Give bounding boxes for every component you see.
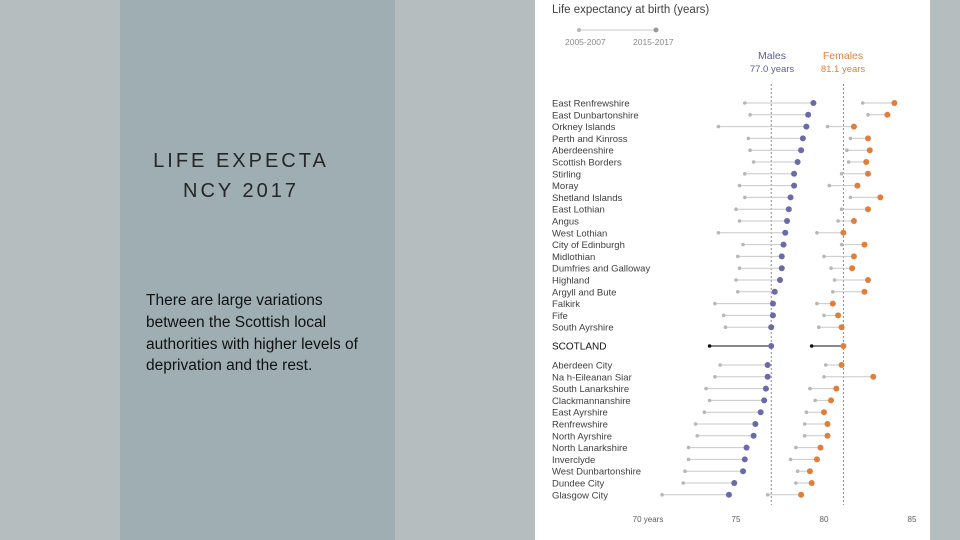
females-2017-dot [807, 468, 813, 474]
females-2017-dot [851, 253, 857, 259]
males-2017-dot [788, 194, 794, 200]
females-2017-dot [839, 324, 845, 330]
chart-row [552, 323, 845, 334]
row-label: Moray [552, 181, 579, 193]
females-2017-dot [891, 100, 897, 106]
females-2005-dot [813, 399, 817, 403]
females-2005-dot [789, 458, 793, 462]
chart-row [552, 276, 871, 287]
males-2005-dot [718, 363, 722, 367]
chart-row [552, 420, 831, 431]
males-2005-dot [717, 125, 721, 129]
x-axis [633, 515, 917, 524]
text-panel [120, 0, 395, 540]
females-2017-dot [870, 374, 876, 380]
row-label: Highland [552, 275, 590, 287]
background-middle [395, 0, 535, 540]
males-header-label: Males [757, 50, 787, 62]
females-2005-dot [822, 255, 826, 259]
life-expectancy-chart [535, 0, 930, 540]
males-2005-dot [736, 255, 740, 259]
row-label: Inverclyde [552, 454, 596, 466]
females-2005-dot [822, 375, 826, 379]
males-2017-dot [761, 397, 767, 403]
chart-row [552, 228, 846, 239]
males-header-value: 77.0 years [749, 64, 795, 75]
males-2005-dot [717, 231, 721, 235]
slide-title: LIFE EXPECTANCY 2017 [153, 150, 329, 202]
females-2005-dot [794, 446, 798, 450]
females-2005-dot [840, 172, 844, 176]
males-2005-dot [713, 302, 717, 306]
row-label: Midlothian [552, 251, 596, 263]
males-2005-dot [722, 314, 726, 318]
females-2005-dot [815, 231, 819, 235]
x-tick-label: 75 [731, 515, 741, 524]
males-2017-dot [795, 159, 801, 165]
row-label: Clackmannanshire [552, 395, 631, 407]
row-label: Falkirk [552, 299, 580, 311]
females-2005-dot [840, 243, 844, 247]
row-label: West Dunbartonshire [552, 466, 642, 478]
females-2017-dot [851, 124, 857, 130]
chart-row [552, 384, 839, 395]
males-2005-dot [738, 184, 742, 188]
males-2005-dot [708, 344, 712, 348]
females-2005-dot [803, 422, 807, 426]
females-2005-dot [861, 101, 865, 105]
chart-row [552, 431, 831, 442]
females-2005-dot [866, 113, 870, 117]
row-label: North Lanarkshire [552, 443, 628, 455]
males-2017-dot [781, 242, 787, 248]
males-2017-dot [744, 445, 750, 451]
row-label: West Lothian [552, 228, 608, 240]
chart-row [552, 205, 871, 216]
chart-row [552, 181, 860, 192]
males-2017-dot [770, 301, 776, 307]
females-2017-dot [835, 312, 841, 318]
females-2017-dot [861, 289, 867, 295]
females-2005-dot [822, 314, 826, 318]
row-label: Renfrewshire [552, 419, 608, 431]
row-label: Argyll and Bute [552, 287, 617, 299]
females-2017-dot [884, 112, 890, 118]
chart-row [552, 264, 855, 275]
row-label: East Renfrewshire [552, 98, 630, 110]
males-2005-dot [660, 493, 664, 497]
females-2017-dot [863, 159, 869, 165]
chart-row [552, 99, 897, 110]
row-label: City of Edinburgh [552, 240, 625, 252]
chart-row [552, 467, 813, 478]
row-label: Na h-Eileanan Siar [552, 372, 632, 384]
scotland-row [552, 342, 846, 353]
females-2005-dot [845, 148, 849, 152]
legend-end-dot [654, 28, 659, 33]
males-2005-dot [741, 243, 745, 247]
males-2005-dot [743, 196, 747, 200]
males-2017-dot [752, 421, 758, 427]
females-2005-dot [827, 184, 831, 188]
males-2005-dot [743, 101, 747, 105]
row-label: Fife [552, 310, 568, 322]
males-2005-dot [703, 410, 707, 414]
chart-row [552, 455, 820, 466]
row-label: Scottish Borders [552, 157, 622, 169]
males-2005-dot [724, 325, 728, 329]
males-2005-dot [713, 375, 717, 379]
females-2005-dot [836, 219, 840, 223]
row-label: South Lanarkshire [552, 384, 630, 396]
females-2017-dot [828, 397, 834, 403]
row-label: South Ayrshire [552, 322, 614, 334]
females-2005-dot [796, 469, 800, 473]
males-2017-dot [770, 312, 776, 318]
females-2017-dot [851, 218, 857, 224]
row-label: Dundee City [552, 478, 605, 490]
row-label: East Ayrshire [552, 407, 608, 419]
chart-row [552, 408, 827, 419]
chart-row [552, 193, 883, 204]
females-2017-dot [814, 456, 820, 462]
males-2017-dot [731, 480, 737, 486]
legend-end-label: 2015-2017 [633, 37, 674, 47]
females-2017-dot [821, 409, 827, 415]
females-2005-dot [831, 290, 835, 294]
males-2005-dot [694, 422, 698, 426]
chart-row [552, 158, 869, 169]
females-2017-dot [840, 343, 846, 349]
females-2005-dot [805, 410, 809, 414]
females-2005-dot [766, 493, 770, 497]
males-2005-dot [695, 434, 699, 438]
legend-start-label: 2005-2007 [565, 37, 606, 47]
females-2017-dot [865, 206, 871, 212]
females-2017-dot [865, 171, 871, 177]
females-header-label: Females [822, 50, 864, 62]
females-2017-dot [849, 265, 855, 271]
row-label: Glasgow City [552, 490, 608, 502]
males-2005-dot [681, 481, 685, 485]
females-2017-dot [840, 230, 846, 236]
row-label: SCOTLAND [552, 341, 607, 353]
females-2005-dot [829, 266, 833, 270]
males-2005-dot [704, 387, 708, 391]
chart-row [552, 169, 871, 180]
chart-row [552, 240, 867, 251]
males-2005-dot [734, 207, 738, 211]
females-2017-dot [877, 194, 883, 200]
females-header-value: 81.1 years [820, 64, 866, 75]
legend [565, 28, 674, 48]
females-2017-dot [825, 421, 831, 427]
males-2017-dot [742, 456, 748, 462]
males-2005-dot [738, 219, 742, 223]
chart-row [552, 372, 876, 383]
males-2017-dot [803, 124, 809, 130]
males-2005-dot [734, 278, 738, 282]
females-2005-dot [808, 387, 812, 391]
females-2005-dot [824, 363, 828, 367]
legend-start-dot [577, 28, 581, 32]
males-2005-dot [748, 148, 752, 152]
males-2017-dot [765, 374, 771, 380]
males-2017-dot [765, 362, 771, 368]
chart-row [552, 490, 804, 501]
males-2005-dot [683, 469, 687, 473]
females-2017-dot [867, 147, 873, 153]
row-label: Dumfries and Galloway [552, 263, 651, 275]
row-label: Perth and Kinross [552, 133, 628, 145]
males-2017-dot [791, 171, 797, 177]
males-2005-dot [743, 172, 747, 176]
males-2017-dot [758, 409, 764, 415]
males-2017-dot [726, 492, 732, 498]
chart-row [552, 146, 873, 157]
females-2017-dot [817, 445, 823, 451]
males-2017-dot [751, 433, 757, 439]
males-2017-dot [779, 265, 785, 271]
chart-row [552, 361, 845, 372]
x-tick-label: 70 years [632, 515, 664, 524]
males-2017-dot [777, 277, 783, 283]
females-2005-dot [817, 325, 821, 329]
chart-row [552, 110, 890, 121]
males-2017-dot [740, 468, 746, 474]
females-2017-dot [839, 362, 845, 368]
males-2005-dot [736, 290, 740, 294]
males-2017-dot [798, 147, 804, 153]
row-label: East Dunbartonshire [552, 110, 639, 122]
females-2005-dot [833, 278, 837, 282]
chart-row [552, 311, 841, 322]
chart-row [552, 443, 823, 454]
chart-row [552, 217, 857, 228]
males-2017-dot [786, 206, 792, 212]
males-2017-dot [791, 183, 797, 189]
females-2017-dot [865, 135, 871, 141]
chart-row [552, 122, 857, 133]
females-2017-dot [861, 242, 867, 248]
background-right [930, 0, 960, 540]
females-2017-dot [798, 492, 804, 498]
row-label: East Lothian [552, 204, 605, 216]
row-label: Aberdeen City [552, 360, 613, 372]
females-2017-dot [830, 301, 836, 307]
males-2017-dot [782, 230, 788, 236]
row-label: Stirling [552, 169, 582, 181]
reference-lines [771, 84, 843, 505]
row-label: Aberdeenshire [552, 145, 614, 157]
row-label: North Ayrshire [552, 431, 613, 443]
females-2005-dot [810, 344, 814, 348]
males-2005-dot [748, 113, 752, 117]
males-2017-dot [805, 112, 811, 118]
chart-row [552, 396, 834, 407]
chart-row [552, 252, 857, 263]
males-2017-dot [784, 218, 790, 224]
females-2005-dot [794, 481, 798, 485]
row-label: Angus [552, 216, 579, 228]
females-2005-dot [840, 207, 844, 211]
chart-row [552, 287, 867, 298]
chart-row [552, 134, 871, 145]
males-2017-dot [763, 386, 769, 392]
series-headers [750, 50, 866, 75]
males-2005-dot [687, 458, 691, 462]
females-2005-dot [849, 137, 853, 141]
males-2017-dot [779, 253, 785, 259]
chart-title: Life expectancy at birth (years) [552, 4, 710, 16]
chart-row [552, 479, 815, 490]
females-2017-dot [809, 480, 815, 486]
males-2005-dot [738, 266, 742, 270]
females-2017-dot [854, 183, 860, 189]
males-2017-dot [768, 343, 774, 349]
slide-body-text: There are large variations between the Scottish local authorities with higher levels of deprivation and the rest. [146, 292, 358, 375]
females-2005-dot [847, 160, 851, 164]
males-2005-dot [687, 446, 691, 450]
row-label: Shetland Islands [552, 192, 623, 204]
males-2017-dot [810, 100, 816, 106]
males-2017-dot [772, 289, 778, 295]
males-2005-dot [752, 160, 756, 164]
background-left [0, 0, 120, 540]
chart-card [535, 0, 930, 540]
females-2005-dot [803, 434, 807, 438]
males-2017-dot [800, 135, 806, 141]
females-2005-dot [815, 302, 819, 306]
females-2005-dot [826, 125, 830, 129]
x-tick-label: 80 [819, 515, 829, 524]
males-2005-dot [708, 399, 712, 403]
females-2017-dot [833, 386, 839, 392]
males-2017-dot [768, 324, 774, 330]
females-2017-dot [825, 433, 831, 439]
chart-row [552, 299, 836, 310]
females-2017-dot [865, 277, 871, 283]
females-2005-dot [849, 196, 853, 200]
males-2005-dot [747, 137, 751, 141]
x-tick-label: 85 [907, 515, 917, 524]
chart-rows [552, 99, 897, 502]
row-label: Orkney Islands [552, 122, 616, 134]
